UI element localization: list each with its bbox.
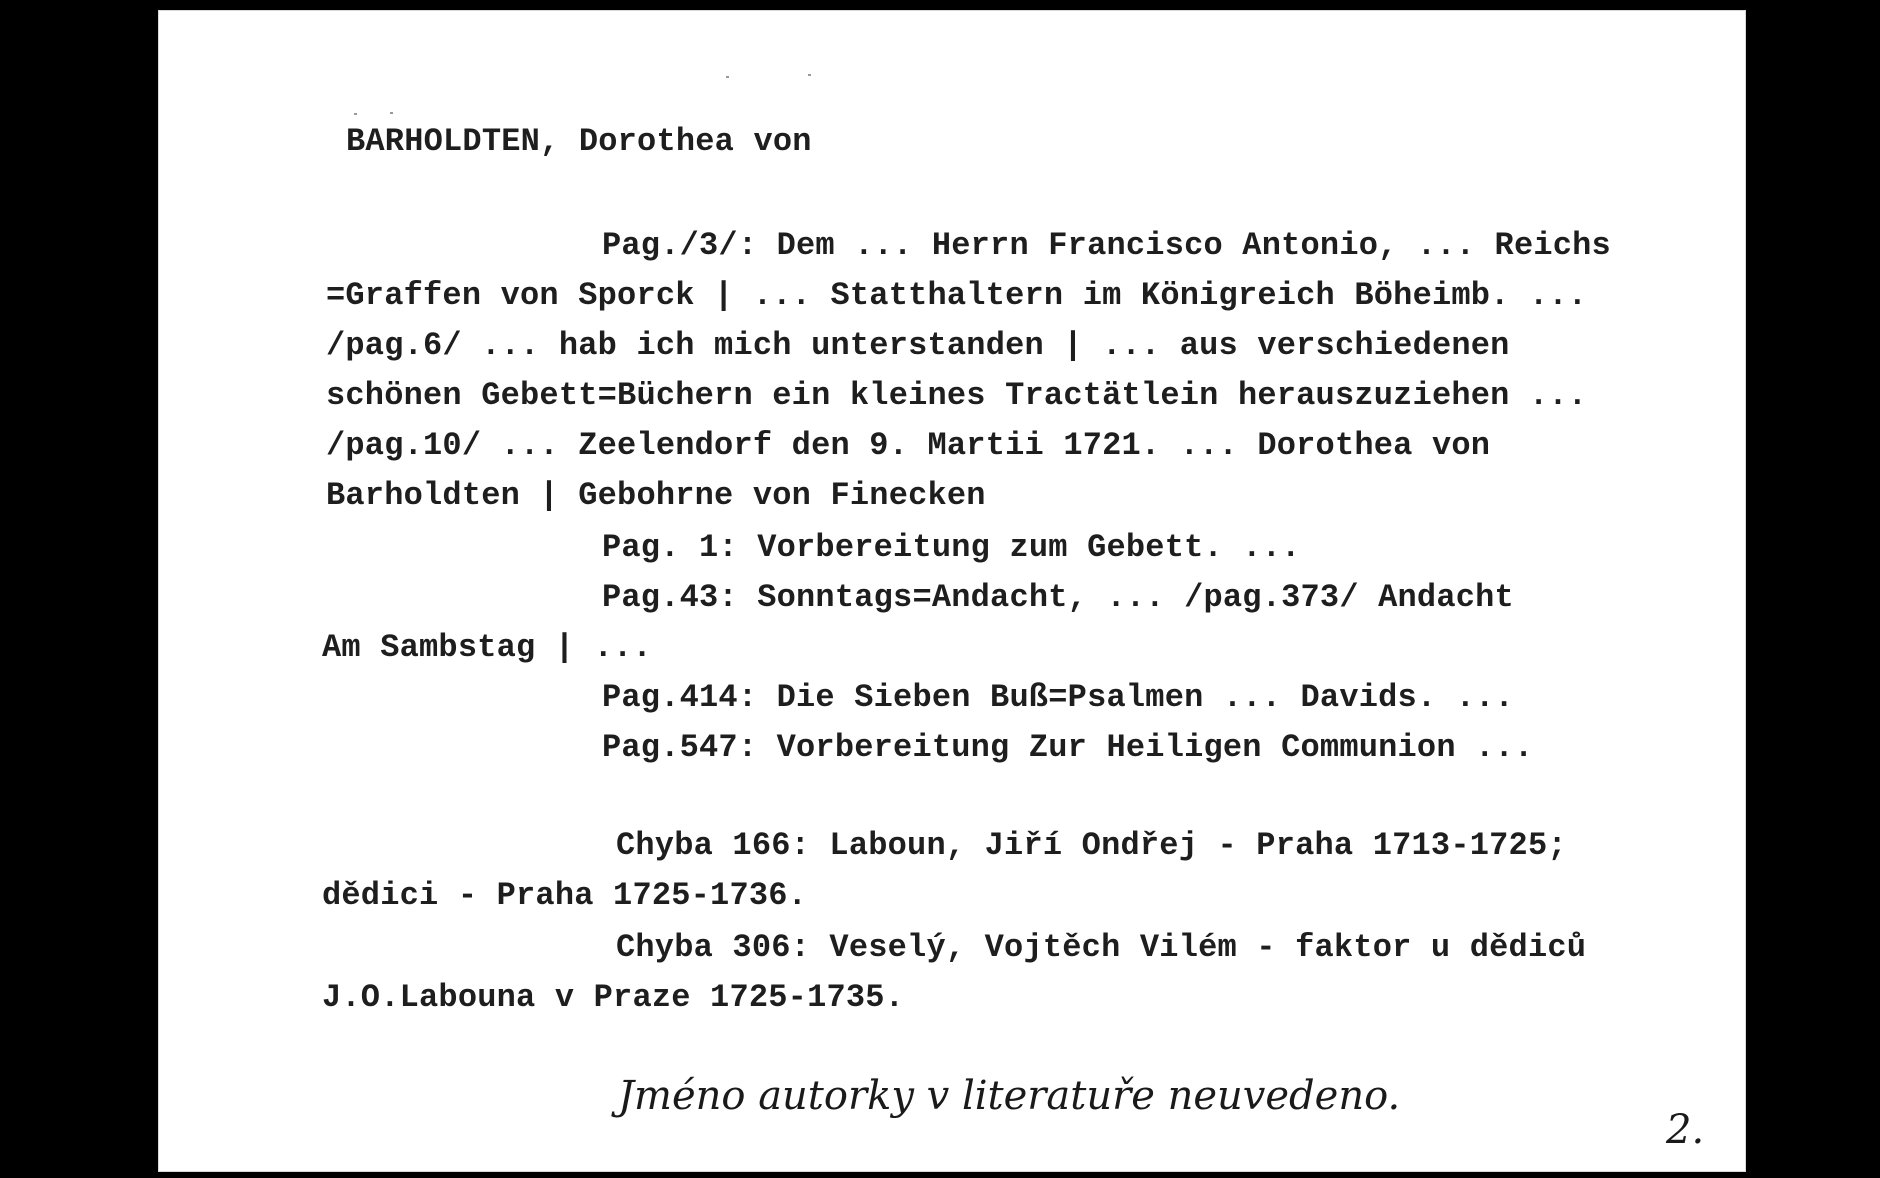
text-line: Pag./3/: Dem ... Herrn Francisco Antonio, ... Reichs (602, 227, 1611, 264)
handwritten-page-number: 2. (1666, 1107, 1705, 1153)
text-line: /pag.10/ ... Zeelendorf den 9. Martii 1721. ... Dorothea von (326, 427, 1491, 464)
scan-speck (390, 112, 393, 114)
text-line: Pag.43: Sonntags=Andacht, ... /pag.373/ Andacht (602, 579, 1514, 616)
text-line: Chyba 306: Veselý, Vojtěch Vilém - faktor u dědiců (616, 929, 1587, 966)
scan-speck (726, 76, 729, 78)
text-line: Pag. 1: Vorbereitung zum Gebett. ... (602, 529, 1301, 566)
handwritten-note: Jméno autorky v literatuře neuvedeno. (618, 1073, 1401, 1119)
text-line: J.O.Labouna v Praze 1725-1735. (322, 979, 905, 1016)
card-heading: BARHOLDTEN, Dorothea von (346, 123, 812, 160)
text-line: Pag.547: Vorbereitung Zur Heiligen Communion ... (602, 729, 1534, 766)
scan-speck (354, 113, 357, 115)
text-line: dědici - Praha 1725-1736. (322, 877, 808, 914)
catalog-card (158, 10, 1746, 1172)
text-line: Pag.414: Die Sieben Buß=Psalmen ... Davids. ... (602, 679, 1514, 716)
text-line: Barholdten | Gebohrne von Finecken (326, 477, 986, 514)
text-line: =Graffen von Sporck | ... Statthaltern im Königreich Böheimb. ... (326, 277, 1588, 314)
text-line: schönen Gebett=Büchern ein kleines Tractätlein herauszuziehen ... (326, 377, 1588, 414)
scan-speck (808, 74, 811, 76)
text-line: /pag.6/ ... hab ich mich unterstanden | ... aus verschiedenen (326, 327, 1510, 364)
text-line: Chyba 166: Laboun, Jiří Ondřej - Praha 1713-1725; (616, 827, 1567, 864)
text-line: Am Sambstag | ... (322, 629, 652, 666)
